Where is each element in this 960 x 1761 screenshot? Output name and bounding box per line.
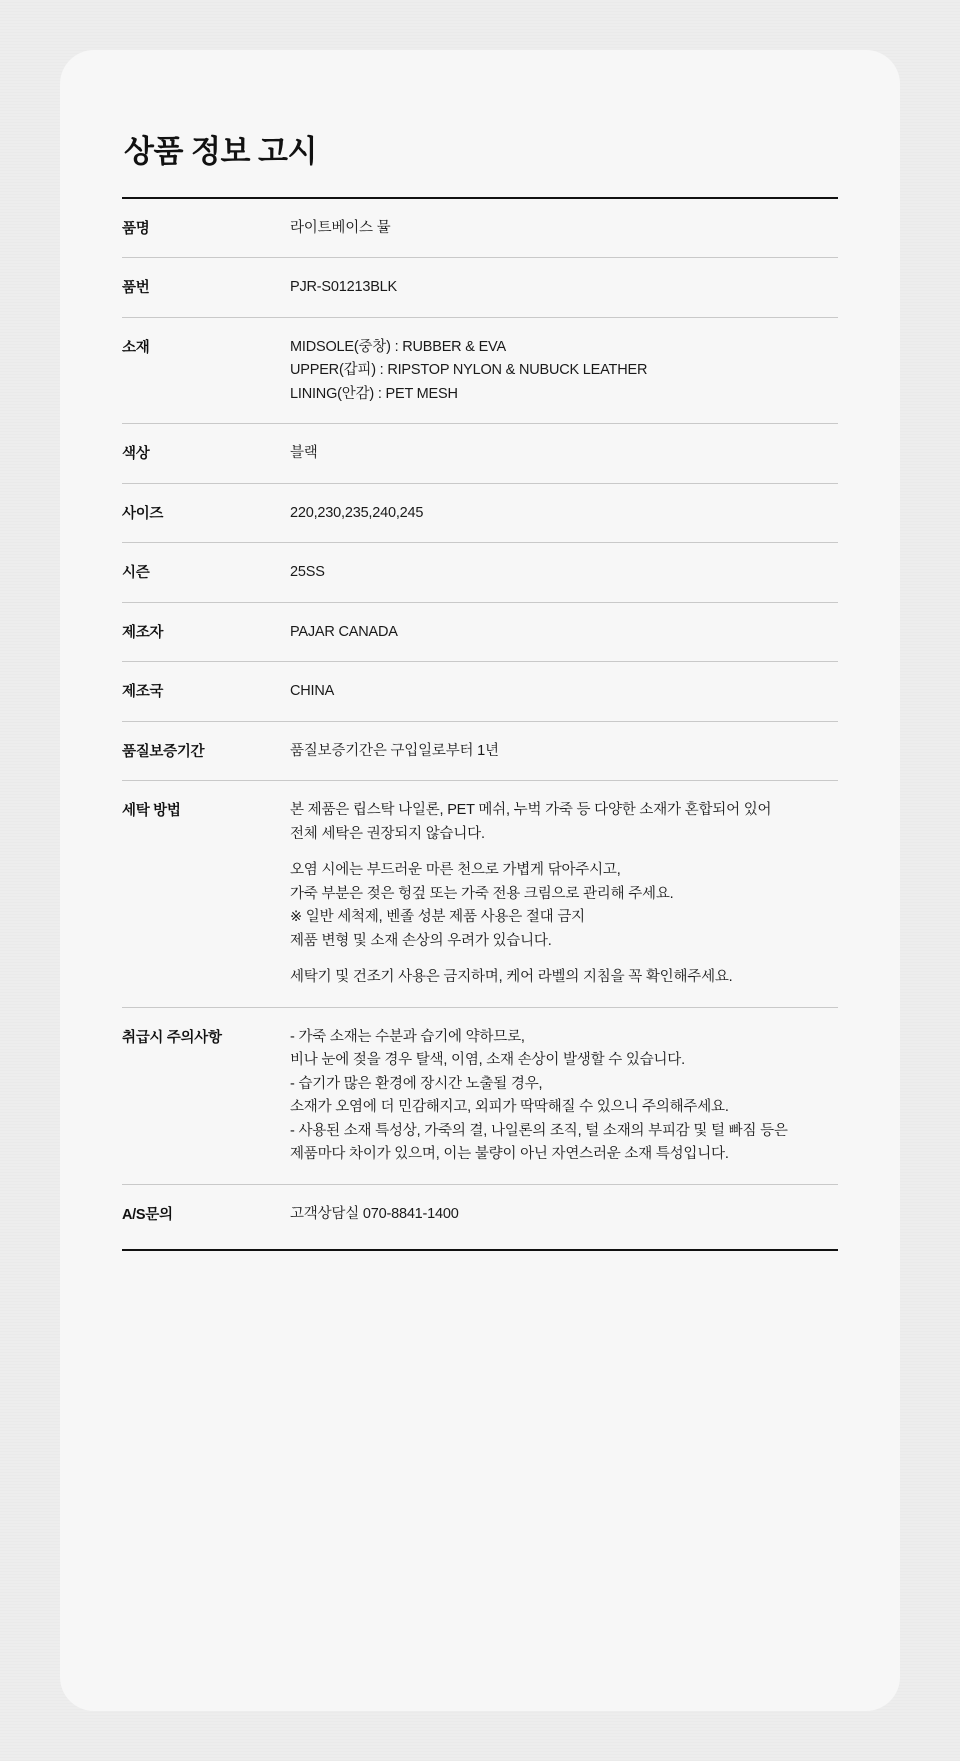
value-line: 라이트베이스 뮬	[290, 220, 391, 236]
value-line: - 사용된 소재 특성상, 가죽의 결, 나일론의 조직, 털 소재의 부피감 및 털 빠짐 등은	[290, 1122, 788, 1139]
spec-label: 소재	[122, 317, 290, 423]
spec-value	[290, 199, 838, 258]
table-row	[122, 721, 838, 780]
value-line: 본 제품은 립스탁 나일론, PET 메쉬, 누벅 가죽 등 다양한 소재가 혼합되어 있어	[290, 802, 772, 819]
spec-label: 세탁 방법	[122, 781, 290, 1007]
spec-value	[290, 1007, 838, 1184]
table-row	[122, 483, 838, 542]
spec-value	[290, 602, 838, 661]
spec-value	[290, 1184, 838, 1243]
value-line: LINING(안감) : PET MESH	[290, 385, 458, 402]
table-row	[122, 1007, 838, 1184]
table-row	[122, 602, 838, 661]
value-line: 25SS	[290, 564, 325, 581]
table-row	[122, 1184, 838, 1243]
spec-label: 품번	[122, 258, 290, 317]
table-row	[122, 317, 838, 423]
spec-label: 품명	[122, 199, 290, 258]
value-line: 전체 세탁은 권장되지 않습니다.	[290, 825, 485, 842]
value-line: CHINA	[290, 683, 335, 700]
spec-label: 품질보증기간	[122, 721, 290, 780]
page-title: 상품 정보 고시	[124, 134, 317, 169]
table-row	[122, 199, 838, 258]
value-line-spacer	[290, 846, 838, 859]
value-line: ※ 일반 세척제, 벤졸 성분 제품 사용은 절대 금지	[290, 909, 585, 926]
spec-value	[290, 543, 838, 602]
value-line: 220,230,235,240,245	[290, 504, 424, 521]
spec-label: 취급시 주의사항	[122, 1007, 290, 1184]
product-spec-table	[122, 199, 838, 1243]
spec-label: 제조자	[122, 602, 290, 661]
spec-value	[290, 721, 838, 780]
value-line: - 가죽 소재는 수분과 습기에 약하므로,	[290, 1028, 525, 1045]
product-info-card	[60, 50, 900, 1711]
value-line: 오염 시에는 부드러운 마른 천으로 가볍게 닦아주시고,	[290, 862, 621, 879]
spec-label: 제조국	[122, 662, 290, 721]
spec-value	[290, 317, 838, 423]
spec-label: 시즌	[122, 543, 290, 602]
table-row	[122, 258, 838, 317]
value-line: 제품 변형 및 소재 손상의 우려가 있습니다.	[290, 932, 552, 949]
value-line: PJR-S01213BLK	[290, 279, 398, 296]
spec-value	[290, 483, 838, 542]
bottom-divider	[122, 1249, 838, 1251]
spec-value	[290, 781, 838, 1007]
value-line: 가죽 부분은 젖은 헝겊 또는 가죽 전용 크림으로 관리해 주세요.	[290, 885, 674, 902]
value-line: 품질보증기간은 구입일로부터 1년	[290, 742, 499, 759]
table-row	[122, 424, 838, 483]
spec-value	[290, 424, 838, 483]
value-line: PAJAR CANADA	[290, 623, 398, 640]
spec-label: 색상	[122, 424, 290, 483]
spec-label: A/S문의	[122, 1206, 173, 1223]
table-row	[122, 543, 838, 602]
value-line: 세탁기 및 건조기 사용은 금지하며, 케어 라벨의 지침을 꼭 확인해주세요.	[290, 969, 733, 986]
value-line: 소재가 오염에 더 민감해지고, 외피가 딱딱해질 수 있으니 주의해주세요.	[290, 1099, 729, 1116]
value-line: 비나 눈에 젖을 경우 탈색, 이염, 소재 손상이 발생할 수 있습니다.	[290, 1052, 685, 1069]
table-row	[122, 781, 838, 1007]
spec-label: 사이즈	[122, 483, 290, 542]
value-line: 고객상담실 070-8841-1400	[290, 1205, 459, 1222]
value-line: 제품마다 차이가 있으며, 이는 불량이 아닌 자연스러운 소재 특성입니다.	[290, 1146, 729, 1163]
spec-value	[290, 258, 838, 317]
value-line: - 습기가 많은 환경에 장시간 노출될 경우,	[290, 1075, 543, 1092]
value-line-spacer	[290, 953, 838, 966]
value-line: MIDSOLE(중창) : RUBBER & EVA	[290, 338, 506, 355]
spec-table-body	[122, 199, 838, 1243]
value-line: UPPER(갑피) : RIPSTOP NYLON & NUBUCK LEATHER	[290, 362, 648, 379]
table-row	[122, 662, 838, 721]
spec-value	[290, 662, 838, 721]
value-line: 블랙	[290, 445, 318, 462]
